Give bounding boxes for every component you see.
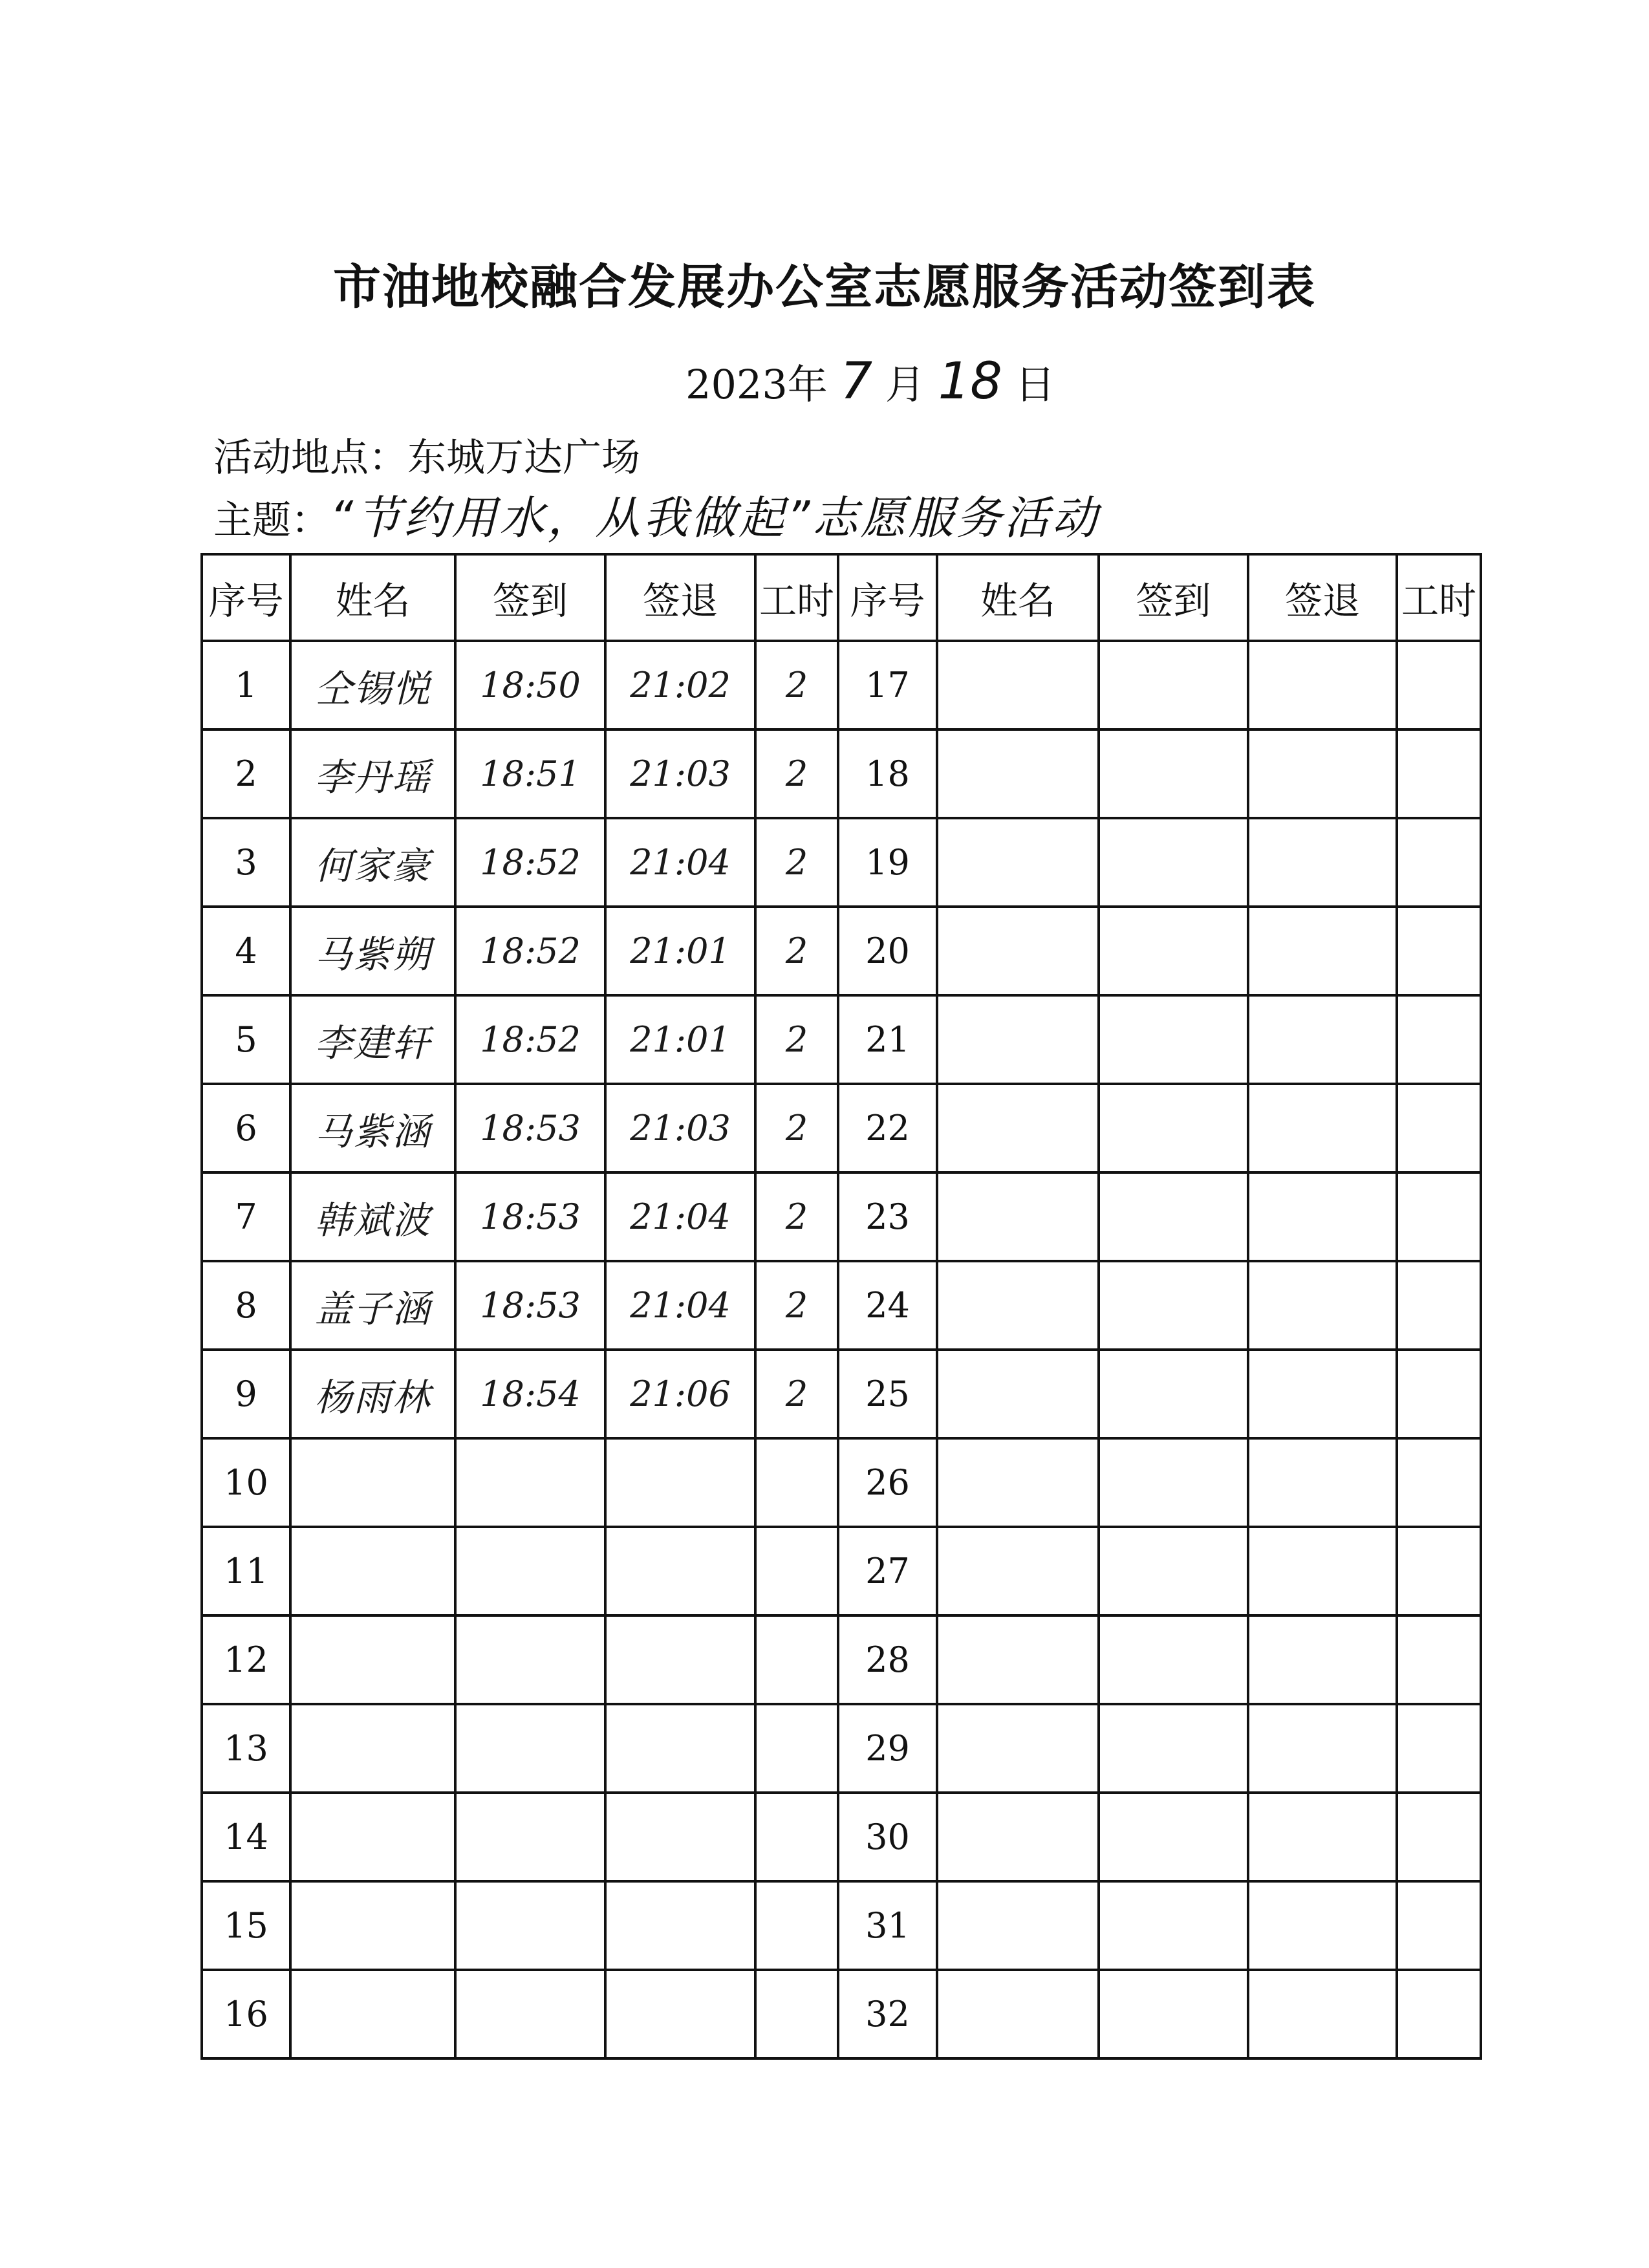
row-number: 20 (838, 907, 937, 995)
signin-table (200, 553, 1482, 2060)
row-number: 18 (838, 729, 937, 818)
signout-time (605, 1704, 755, 1793)
work-hours (1397, 907, 1481, 995)
row-number: 1 (202, 641, 290, 729)
work-hours (755, 1704, 838, 1793)
signout-time (1248, 1615, 1397, 1704)
signout-time: 21:04 (605, 1261, 755, 1350)
name-cell (937, 818, 1099, 907)
work-hours: 2 (755, 1172, 838, 1261)
signin-time: 18:52 (455, 907, 605, 995)
header-cell: 工时 (755, 554, 838, 641)
signout-time (1248, 729, 1397, 818)
signin-time (1099, 907, 1248, 995)
row-number: 2 (202, 729, 290, 818)
signin-time: 18:53 (455, 1084, 605, 1172)
row-number: 31 (838, 1881, 937, 1970)
row-number: 27 (838, 1527, 937, 1615)
signout-time (605, 1438, 755, 1527)
signout-time (1248, 1793, 1397, 1881)
row-number: 23 (838, 1172, 937, 1261)
work-hours (755, 1438, 838, 1527)
signout-time (1248, 1261, 1397, 1350)
signout-time (1248, 641, 1397, 729)
name-cell (290, 1793, 455, 1881)
table-row (202, 1970, 1481, 2058)
name-cell (937, 729, 1099, 818)
work-hours (755, 1615, 838, 1704)
row-number: 32 (838, 1970, 937, 2058)
theme-value: “节约用水，从我做起”志愿服务活动 (330, 491, 1100, 545)
location-value: 东城万达广场 (407, 435, 640, 481)
name-cell: 马紫朔 (290, 907, 455, 995)
signout-time: 21:01 (605, 907, 755, 995)
signin-time (455, 1615, 605, 1704)
row-number: 24 (838, 1261, 937, 1350)
table-row (202, 1704, 1481, 1793)
signin-time (455, 1970, 605, 2058)
date-day-label: 日 (1015, 361, 1055, 408)
row-number: 17 (838, 641, 937, 729)
signout-time: 21:06 (605, 1350, 755, 1438)
signin-time: 18:52 (455, 995, 605, 1084)
name-cell (937, 1615, 1099, 1704)
name-cell: 何家豪 (290, 818, 455, 907)
row-number: 29 (838, 1704, 937, 1793)
work-hours (1397, 641, 1481, 729)
name-cell (937, 1438, 1099, 1527)
work-hours (1397, 1350, 1481, 1438)
signout-time: 21:03 (605, 729, 755, 818)
work-hours (755, 1970, 838, 2058)
row-number: 9 (202, 1350, 290, 1438)
signout-time: 21:04 (605, 1172, 755, 1261)
table-row (202, 1084, 1481, 1172)
signout-time (605, 1615, 755, 1704)
signin-time: 18:51 (455, 729, 605, 818)
name-cell: 盖子涵 (290, 1261, 455, 1350)
date-line (685, 352, 1055, 411)
table-row (202, 1793, 1481, 1881)
table-row (202, 1881, 1481, 1970)
work-hours (1397, 1261, 1481, 1350)
row-number: 11 (202, 1527, 290, 1615)
name-cell (937, 1261, 1099, 1350)
work-hours (1397, 1615, 1481, 1704)
work-hours (1397, 1527, 1481, 1615)
work-hours (755, 1527, 838, 1615)
table-row (202, 641, 1481, 729)
name-cell: 杨雨林 (290, 1350, 455, 1438)
signin-time (1099, 729, 1248, 818)
header-row (202, 554, 1481, 641)
name-cell (290, 1704, 455, 1793)
table-row (202, 1615, 1481, 1704)
name-cell: 仝锡悦 (290, 641, 455, 729)
header-cell: 签到 (455, 554, 605, 641)
work-hours (1397, 729, 1481, 818)
row-number: 5 (202, 995, 290, 1084)
location-line (213, 427, 640, 482)
work-hours (1397, 1438, 1481, 1527)
name-cell (937, 907, 1099, 995)
signin-time (1099, 995, 1248, 1084)
work-hours: 2 (755, 1261, 838, 1350)
date-day: 18 (938, 352, 1002, 411)
signout-time (1248, 818, 1397, 907)
name-cell (290, 1970, 455, 2058)
signout-time: 21:01 (605, 995, 755, 1084)
signin-time (455, 1793, 605, 1881)
name-cell (937, 1172, 1099, 1261)
signin-time (1099, 1261, 1248, 1350)
work-hours (1397, 1970, 1481, 2058)
work-hours (1397, 995, 1481, 1084)
signout-time (1248, 1704, 1397, 1793)
signin-time (1099, 818, 1248, 907)
signin-time (1099, 1881, 1248, 1970)
row-number: 6 (202, 1084, 290, 1172)
signin-time (1099, 1438, 1248, 1527)
signin-time (455, 1704, 605, 1793)
work-hours: 2 (755, 1350, 838, 1438)
work-hours (1397, 818, 1481, 907)
signin-time (455, 1881, 605, 1970)
table-row (202, 1261, 1481, 1350)
name-cell (937, 1881, 1099, 1970)
signout-time (605, 1970, 755, 2058)
name-cell (290, 1615, 455, 1704)
signin-time (1099, 1350, 1248, 1438)
table-row (202, 729, 1481, 818)
work-hours (1397, 1172, 1481, 1261)
header-cell: 工时 (1397, 554, 1481, 641)
signout-time (605, 1793, 755, 1881)
work-hours: 2 (755, 907, 838, 995)
date-year: 2023年 (685, 361, 828, 408)
table-row (202, 1172, 1481, 1261)
signout-time: 21:04 (605, 818, 755, 907)
name-cell (937, 641, 1099, 729)
signout-time (605, 1527, 755, 1615)
theme-label: 主题： (213, 498, 330, 543)
work-hours (1397, 1881, 1481, 1970)
signout-time (1248, 907, 1397, 995)
signin-time: 18:50 (455, 641, 605, 729)
signin-time (455, 1438, 605, 1527)
name-cell: 李丹瑶 (290, 729, 455, 818)
name-cell (937, 995, 1099, 1084)
table-row (202, 1350, 1481, 1438)
signout-time: 21:02 (605, 641, 755, 729)
row-number: 22 (838, 1084, 937, 1172)
row-number: 8 (202, 1261, 290, 1350)
name-cell (290, 1881, 455, 1970)
header-cell: 签到 (1099, 554, 1248, 641)
header-cell: 签退 (1248, 554, 1397, 641)
name-cell (937, 1704, 1099, 1793)
signin-time (1099, 1970, 1248, 2058)
row-number: 13 (202, 1704, 290, 1793)
name-cell: 马紫涵 (290, 1084, 455, 1172)
row-number: 19 (838, 818, 937, 907)
header-cell: 姓名 (937, 554, 1099, 641)
row-number: 15 (202, 1881, 290, 1970)
work-hours: 2 (755, 818, 838, 907)
table-row (202, 818, 1481, 907)
header-cell: 序号 (202, 554, 290, 641)
work-hours: 2 (755, 641, 838, 729)
table-row (202, 1438, 1481, 1527)
name-cell: 韩斌波 (290, 1172, 455, 1261)
row-number: 4 (202, 907, 290, 995)
work-hours: 2 (755, 729, 838, 818)
row-number: 3 (202, 818, 290, 907)
signout-time (1248, 1172, 1397, 1261)
name-cell (937, 1350, 1099, 1438)
signout-time (1248, 1970, 1397, 2058)
signin-time (455, 1527, 605, 1615)
date-month-label: 月 (885, 361, 925, 408)
signout-time: 21:03 (605, 1084, 755, 1172)
signin-time: 18:52 (455, 818, 605, 907)
signout-time (1248, 1350, 1397, 1438)
row-number: 10 (202, 1438, 290, 1527)
row-number: 26 (838, 1438, 937, 1527)
name-cell (937, 1793, 1099, 1881)
signin-time (1099, 1704, 1248, 1793)
row-number: 7 (202, 1172, 290, 1261)
location-label: 活动地点： (213, 435, 407, 481)
row-number: 21 (838, 995, 937, 1084)
signin-time: 18:53 (455, 1172, 605, 1261)
signout-time (1248, 1527, 1397, 1615)
signout-time (1248, 1084, 1397, 1172)
name-cell (290, 1438, 455, 1527)
name-cell (290, 1527, 455, 1615)
table-row (202, 907, 1481, 995)
signin-time (1099, 1615, 1248, 1704)
row-number: 16 (202, 1970, 290, 2058)
header-cell: 姓名 (290, 554, 455, 641)
date-month: 7 (840, 352, 873, 411)
row-number: 30 (838, 1793, 937, 1881)
signin-time (1099, 1084, 1248, 1172)
signin-time (1099, 641, 1248, 729)
signout-time (605, 1881, 755, 1970)
work-hours (1397, 1793, 1481, 1881)
signout-time (1248, 1438, 1397, 1527)
work-hours (755, 1793, 838, 1881)
signout-time (1248, 1881, 1397, 1970)
row-number: 28 (838, 1615, 937, 1704)
signin-time: 18:53 (455, 1261, 605, 1350)
table-row (202, 995, 1481, 1084)
work-hours: 2 (755, 995, 838, 1084)
work-hours: 2 (755, 1084, 838, 1172)
row-number: 14 (202, 1793, 290, 1881)
sheet-title: 市油地校融合发展办公室志愿服务活动签到表 (333, 259, 1316, 315)
header-cell: 序号 (838, 554, 937, 641)
theme-line (213, 482, 1100, 547)
work-hours (1397, 1704, 1481, 1793)
signin-time (1099, 1527, 1248, 1615)
signin-time (1099, 1172, 1248, 1261)
name-cell: 李建轩 (290, 995, 455, 1084)
row-number: 12 (202, 1615, 290, 1704)
signin-time: 18:54 (455, 1350, 605, 1438)
table-row (202, 1527, 1481, 1615)
signin-time (1099, 1793, 1248, 1881)
signout-time (1248, 995, 1397, 1084)
name-cell (937, 1084, 1099, 1172)
work-hours (1397, 1084, 1481, 1172)
work-hours (755, 1881, 838, 1970)
name-cell (937, 1527, 1099, 1615)
name-cell (937, 1970, 1099, 2058)
header-cell: 签退 (605, 554, 755, 641)
row-number: 25 (838, 1350, 937, 1438)
